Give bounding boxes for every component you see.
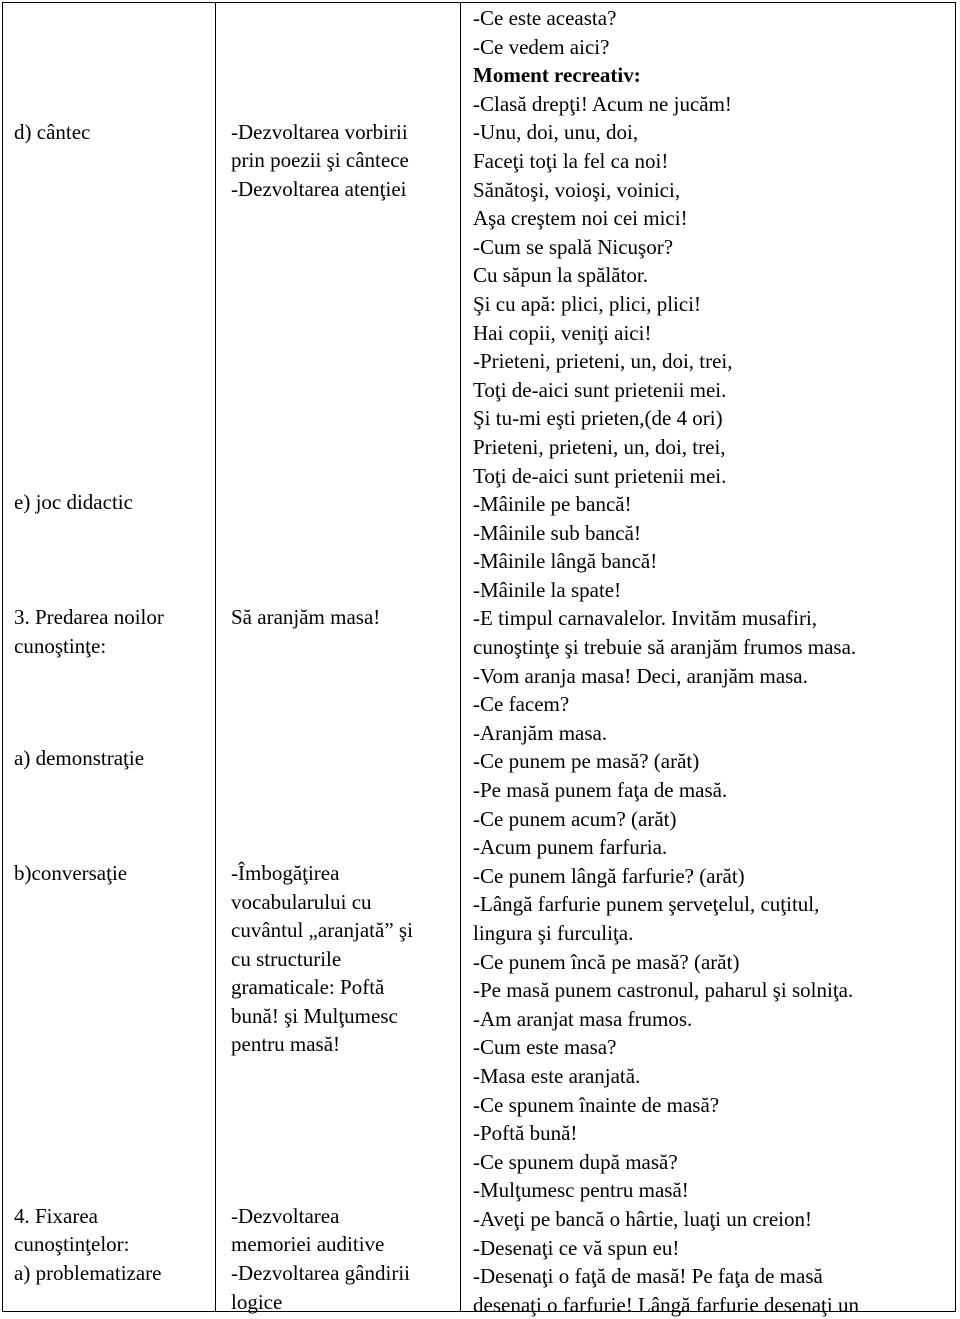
objective-vocabular-line: pentru masă!: [231, 1032, 341, 1056]
content-line: -Masa este aranjată.: [473, 1063, 641, 1088]
content-line: -Ce punem pe masă? (arăt): [473, 749, 700, 774]
objective-vocabular-line: cuvântul „aranjată” şi: [231, 918, 413, 942]
content-line: -Vom aranja masa! Deci, aranjăm masa.: [473, 663, 808, 688]
content-line: Prieteni, prieteni, un, doi, trei,: [473, 434, 726, 459]
content-line: -Am aranjat masa frumos.: [473, 1006, 693, 1031]
content-line: -Aranjăm masa.: [473, 720, 608, 745]
stage-cantec: d) cântec: [14, 120, 91, 144]
content-line: lingura şi furculiţa.: [473, 921, 634, 945]
content-line: Aşa creştem noi cei mici!: [473, 206, 688, 231]
content-line: -Mulţumesc pentru masă!: [473, 1178, 689, 1203]
method-demonstratie: a) demonstraţie: [14, 746, 145, 770]
objective-gandire-line: logice: [231, 1290, 283, 1314]
objective-atentie: -Dezvoltarea atenţiei: [231, 177, 407, 201]
content-line: -Poftă bună!: [473, 1121, 578, 1146]
content-line: -Ce vedem aici?: [473, 34, 610, 59]
content-line: Toţi de-aici sunt prietenii mei.: [473, 377, 727, 402]
content-line: -Mâinile lângă bancă!: [473, 549, 658, 574]
method-problematizare: a) problematizare: [14, 1261, 162, 1285]
content-line: Şi tu-mi eşti prieten,(de 4 ori): [473, 406, 723, 431]
objective-memorie-line: -Dezvoltarea: [231, 1204, 340, 1228]
objective-gandire-line: -Dezvoltarea gândirii: [231, 1261, 410, 1285]
method-conversatie: b)conversaţie: [14, 861, 128, 885]
content-line: -Ce punem acum? (arăt): [473, 806, 677, 831]
content-line: -Acum punem farfuria.: [473, 835, 668, 860]
content-line: Sănătoşi, voioşi, voinici,: [473, 177, 681, 202]
objective-vorbire-line: -Dezvoltarea vorbirii: [231, 120, 408, 144]
content-line: Hai copii, veniţi aici!: [473, 320, 652, 345]
content-line: Toţi de-aici sunt prietenii mei.: [473, 463, 727, 488]
stage-predarea-subtitle: cunoştinţe:: [14, 634, 107, 658]
content-line: -Ce punem lângă farfurie? (arăt): [473, 863, 745, 888]
objective-vocabular-line: bună! şi Mulţumesc: [231, 1004, 398, 1028]
objective-vocabular-line: gramaticale: Poftă: [231, 975, 385, 999]
content-line: -Lângă farfurie punem şerveţelul, cuţitul,: [473, 892, 820, 917]
content-line: -Mâinile sub bancă!: [473, 520, 641, 545]
content-line: Şi cu apă: plici, plici, plici!: [473, 291, 702, 316]
column-divider-1: [215, 3, 216, 1311]
content-line: -Ce este aceasta?: [473, 6, 617, 30]
content-line: -Prieteni, prieteni, un, doi, trei,: [473, 349, 733, 374]
content-line: -Pe masă punem castronul, paharul şi solniţa.: [473, 978, 854, 1003]
content-line: -Mâinile la spate!: [473, 577, 622, 602]
objective-vocabular-line: cu structurile: [231, 947, 342, 971]
content-line: -Desenaţi o faţă de masă! Pe faţa de masă: [473, 1264, 823, 1289]
stage-fixarea-title: 4. Fixarea: [14, 1204, 98, 1228]
objective-memorie-line: memoriei auditive: [231, 1232, 385, 1256]
content-line: -Cum este masa?: [473, 1035, 617, 1060]
content-line: Faceţi toţi la fel ca noi!: [473, 148, 669, 173]
lesson-topic: Să aranjăm masa!: [231, 605, 381, 629]
content-line: -E timpul carnavalelor. Invităm musafiri,: [473, 606, 818, 631]
stage-predarea-title: 3. Predarea noilor: [14, 605, 164, 629]
content-line: -Mâinile pe bancă!: [473, 492, 632, 517]
stage-fixarea-subtitle: cunoştinţelor:: [14, 1232, 130, 1256]
content-line: -Ce facem?: [473, 692, 570, 717]
content-line: -Ce spunem înainte de masă?: [473, 1092, 720, 1117]
content-line: -Ce spunem după masă?: [473, 1149, 678, 1174]
content-line: Cu săpun la spălător.: [473, 263, 648, 288]
content-line: -Desenaţi ce vă spun eu!: [473, 1235, 680, 1260]
content-line: -Unu, doi, unu, doi,: [473, 120, 639, 145]
objective-vocabular-line: vocabularului cu: [231, 890, 372, 914]
content-line: -Pe masă punem faţa de masă.: [473, 778, 728, 803]
column-divider-2: [460, 3, 461, 1311]
content-line: desenaţi o farfurie! Lângă farfurie desenaţi un: [473, 1292, 859, 1317]
content-line: -Ce punem încă pe masă? (arăt): [473, 949, 740, 974]
section-heading: Moment recreativ:: [473, 63, 641, 88]
objective-vocabular-line: -Îmbogăţirea: [231, 861, 340, 885]
stage-joc-didactic: e) joc didactic: [14, 490, 133, 514]
content-line: -Aveţi pe bancă o hârtie, luaţi un creion!: [473, 1206, 812, 1231]
content-line: -Cum se spală Nicuşor?: [473, 234, 674, 259]
objective-vorbire-line: prin poezii şi cântece: [231, 148, 409, 172]
content-line: cunoştinţe şi trebuie să aranjăm frumos masa.: [473, 635, 857, 660]
content-column: [473, 4, 953, 1319]
content-line: -Clasă drepţi! Acum ne jucăm!: [473, 91, 732, 116]
